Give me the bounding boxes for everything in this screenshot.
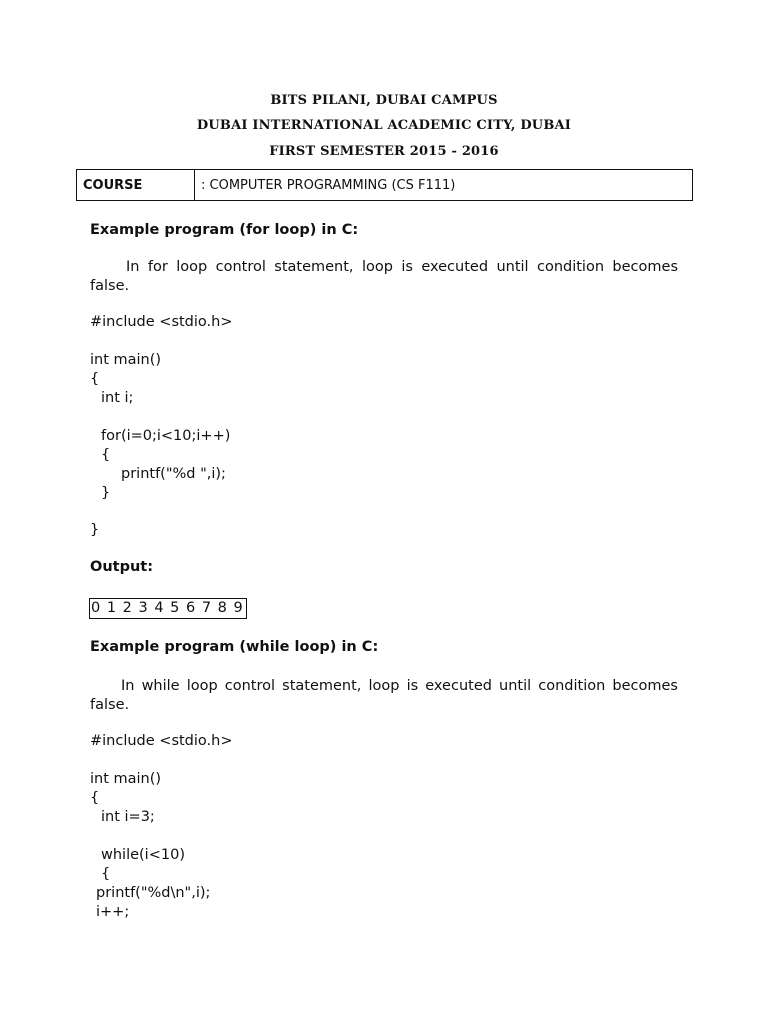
for-loop-heading: Example program (for loop) in C:	[90, 222, 359, 238]
course-table	[76, 169, 693, 201]
course-value: : COMPUTER PROGRAMMING (CS F111)	[201, 177, 456, 193]
for-code-printf: printf("%d ",i);	[121, 466, 226, 482]
institution-address: DUBAI INTERNATIONAL ACADEMIC CITY, DUBAI	[196, 118, 572, 133]
for-code-close-brace: }	[90, 522, 100, 538]
while-code-open-brace: {	[90, 790, 100, 806]
while-code-increment: i++;	[96, 904, 130, 920]
while-code-decl: int i=3;	[101, 809, 155, 825]
output-heading: Output:	[90, 559, 154, 575]
for-code-inner-open: {	[101, 447, 111, 463]
for-code-include: #include <stdio.h>	[90, 314, 233, 330]
while-code-inner-open: {	[101, 866, 111, 882]
output-value-box: 0 1 2 3 4 5 6 7 8 9	[89, 598, 247, 619]
for-code-main: int main()	[90, 352, 162, 368]
while-loop-intro	[90, 677, 678, 715]
while-code-main: int main()	[90, 771, 162, 787]
course-label: COURSE	[77, 170, 195, 200]
while-loop-intro-line1: In while loop control statement, loop is executed until condition becomes	[121, 678, 678, 694]
for-code-inner-close: }	[101, 485, 111, 501]
for-loop-intro	[90, 258, 678, 296]
while-loop-intro-line2: false.	[90, 697, 130, 713]
for-code-open-brace: {	[90, 371, 100, 387]
for-code-for-stmt: for(i=0;i<10;i++)	[101, 428, 231, 444]
for-loop-intro-line1: In for loop control statement, loop is executed until condition becomes	[126, 259, 678, 275]
for-loop-intro-line2: false.	[90, 278, 130, 294]
institution-title: BITS PILANI, DUBAI CAMPUS	[270, 93, 498, 108]
while-code-include: #include <stdio.h>	[90, 733, 233, 749]
for-code-decl: int i;	[101, 390, 134, 406]
semester-title: FIRST SEMESTER 2015 - 2016	[269, 144, 499, 159]
while-loop-heading: Example program (while loop) in C:	[90, 639, 379, 655]
while-code-printf: printf("%d\n",i);	[96, 885, 211, 901]
while-code-while-stmt: while(i<10)	[101, 847, 185, 863]
